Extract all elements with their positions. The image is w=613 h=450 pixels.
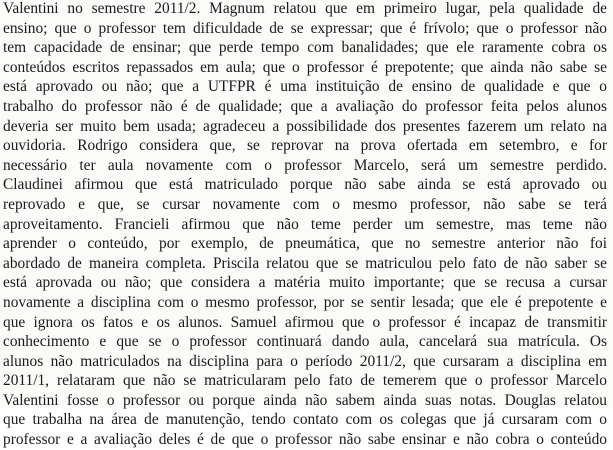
text-line: está aprovada ou não; que considera a matéria muito importante; que se recusa a cursar (3, 274, 607, 292)
text-line: trabalho do professor não é de qualidade; que a avaliação do professor feita pelos alunos (3, 97, 607, 115)
text-line: que trabalha na área de manutenção, tendo contato com os colegas que já cursaram com o (3, 411, 607, 429)
text-line: alunos não matriculados na disciplina para o período 2011/2, que cursaram a disciplina em (3, 352, 607, 370)
text-line: Claudinei afirmou que está matriculado porque não sabe ainda se está aprovado ou (3, 176, 607, 194)
text-line: ensino; que o professor tem dificuldade de se expressar; que é frívolo; que o professor não (3, 19, 607, 37)
body-paragraph (3, 0, 607, 449)
text-line: que ignora os fatos e os alunos. Samuel afirmou que o professor é incapaz de transmitir (3, 313, 607, 331)
text-line: tem capacidade de ensinar; que perde tempo com banalidades; que ele raramente cobra os (3, 39, 607, 57)
text-line: conhecimento e que se o professor continuará dando aula, cancelará sua matrícula. Os (3, 333, 607, 351)
text-line: 2011/1, relataram que não se matricularam pelo fato de temerem que o professor Marcelo (3, 372, 607, 390)
text-line: Valentini no semestre 2011/2. Magnum relatou que em primeiro lugar, pela qualidade de (3, 0, 607, 17)
text-line: necessário ter aula novamente com o professor Marcelo, será um semestre perdido. (3, 156, 607, 174)
text-line-partial: professor e a avaliação deles é de que o professor não sabe ensinar e não cobra o conteúdo (3, 431, 607, 449)
text-line: ouvidoria. Rodrigo considera que, se reprovar na prova ofertada em setembro, e for (3, 137, 607, 155)
text-line: aproveitamento. Francieli afirmou que não teme perder um semestre, mas teme não (3, 215, 607, 233)
text-line: abordado de maneira completa. Priscila relatou que se matriculou pelo fato de não saber se (3, 254, 607, 272)
text-line: deveria ser muito bem usada; agradeceu a possibilidade dos presentes fazerem um relato na (3, 117, 607, 135)
text-line: conteúdos escritos repassados em aula; que o professor é prepotente; que ainda não sabe se (3, 58, 607, 76)
text-line: Valentini fosse o professor ou porque ainda não sabem ainda suas notas. Douglas relatou (3, 391, 607, 409)
text-line: reprovado e que, se cursar novamente com o mesmo professor, não sabe se terá (3, 195, 607, 213)
text-line: novamente a disciplina com o mesmo professor, por se sentir lesada; que ele é prepotente e (3, 293, 607, 311)
text-line: está aprovado ou não; que a UTFPR é uma instituição de ensino de qualidade e que o (3, 78, 607, 96)
text-line: aprender o conteúdo, por exemplo, de pneumática, que no semestre anterior não foi (3, 235, 607, 253)
